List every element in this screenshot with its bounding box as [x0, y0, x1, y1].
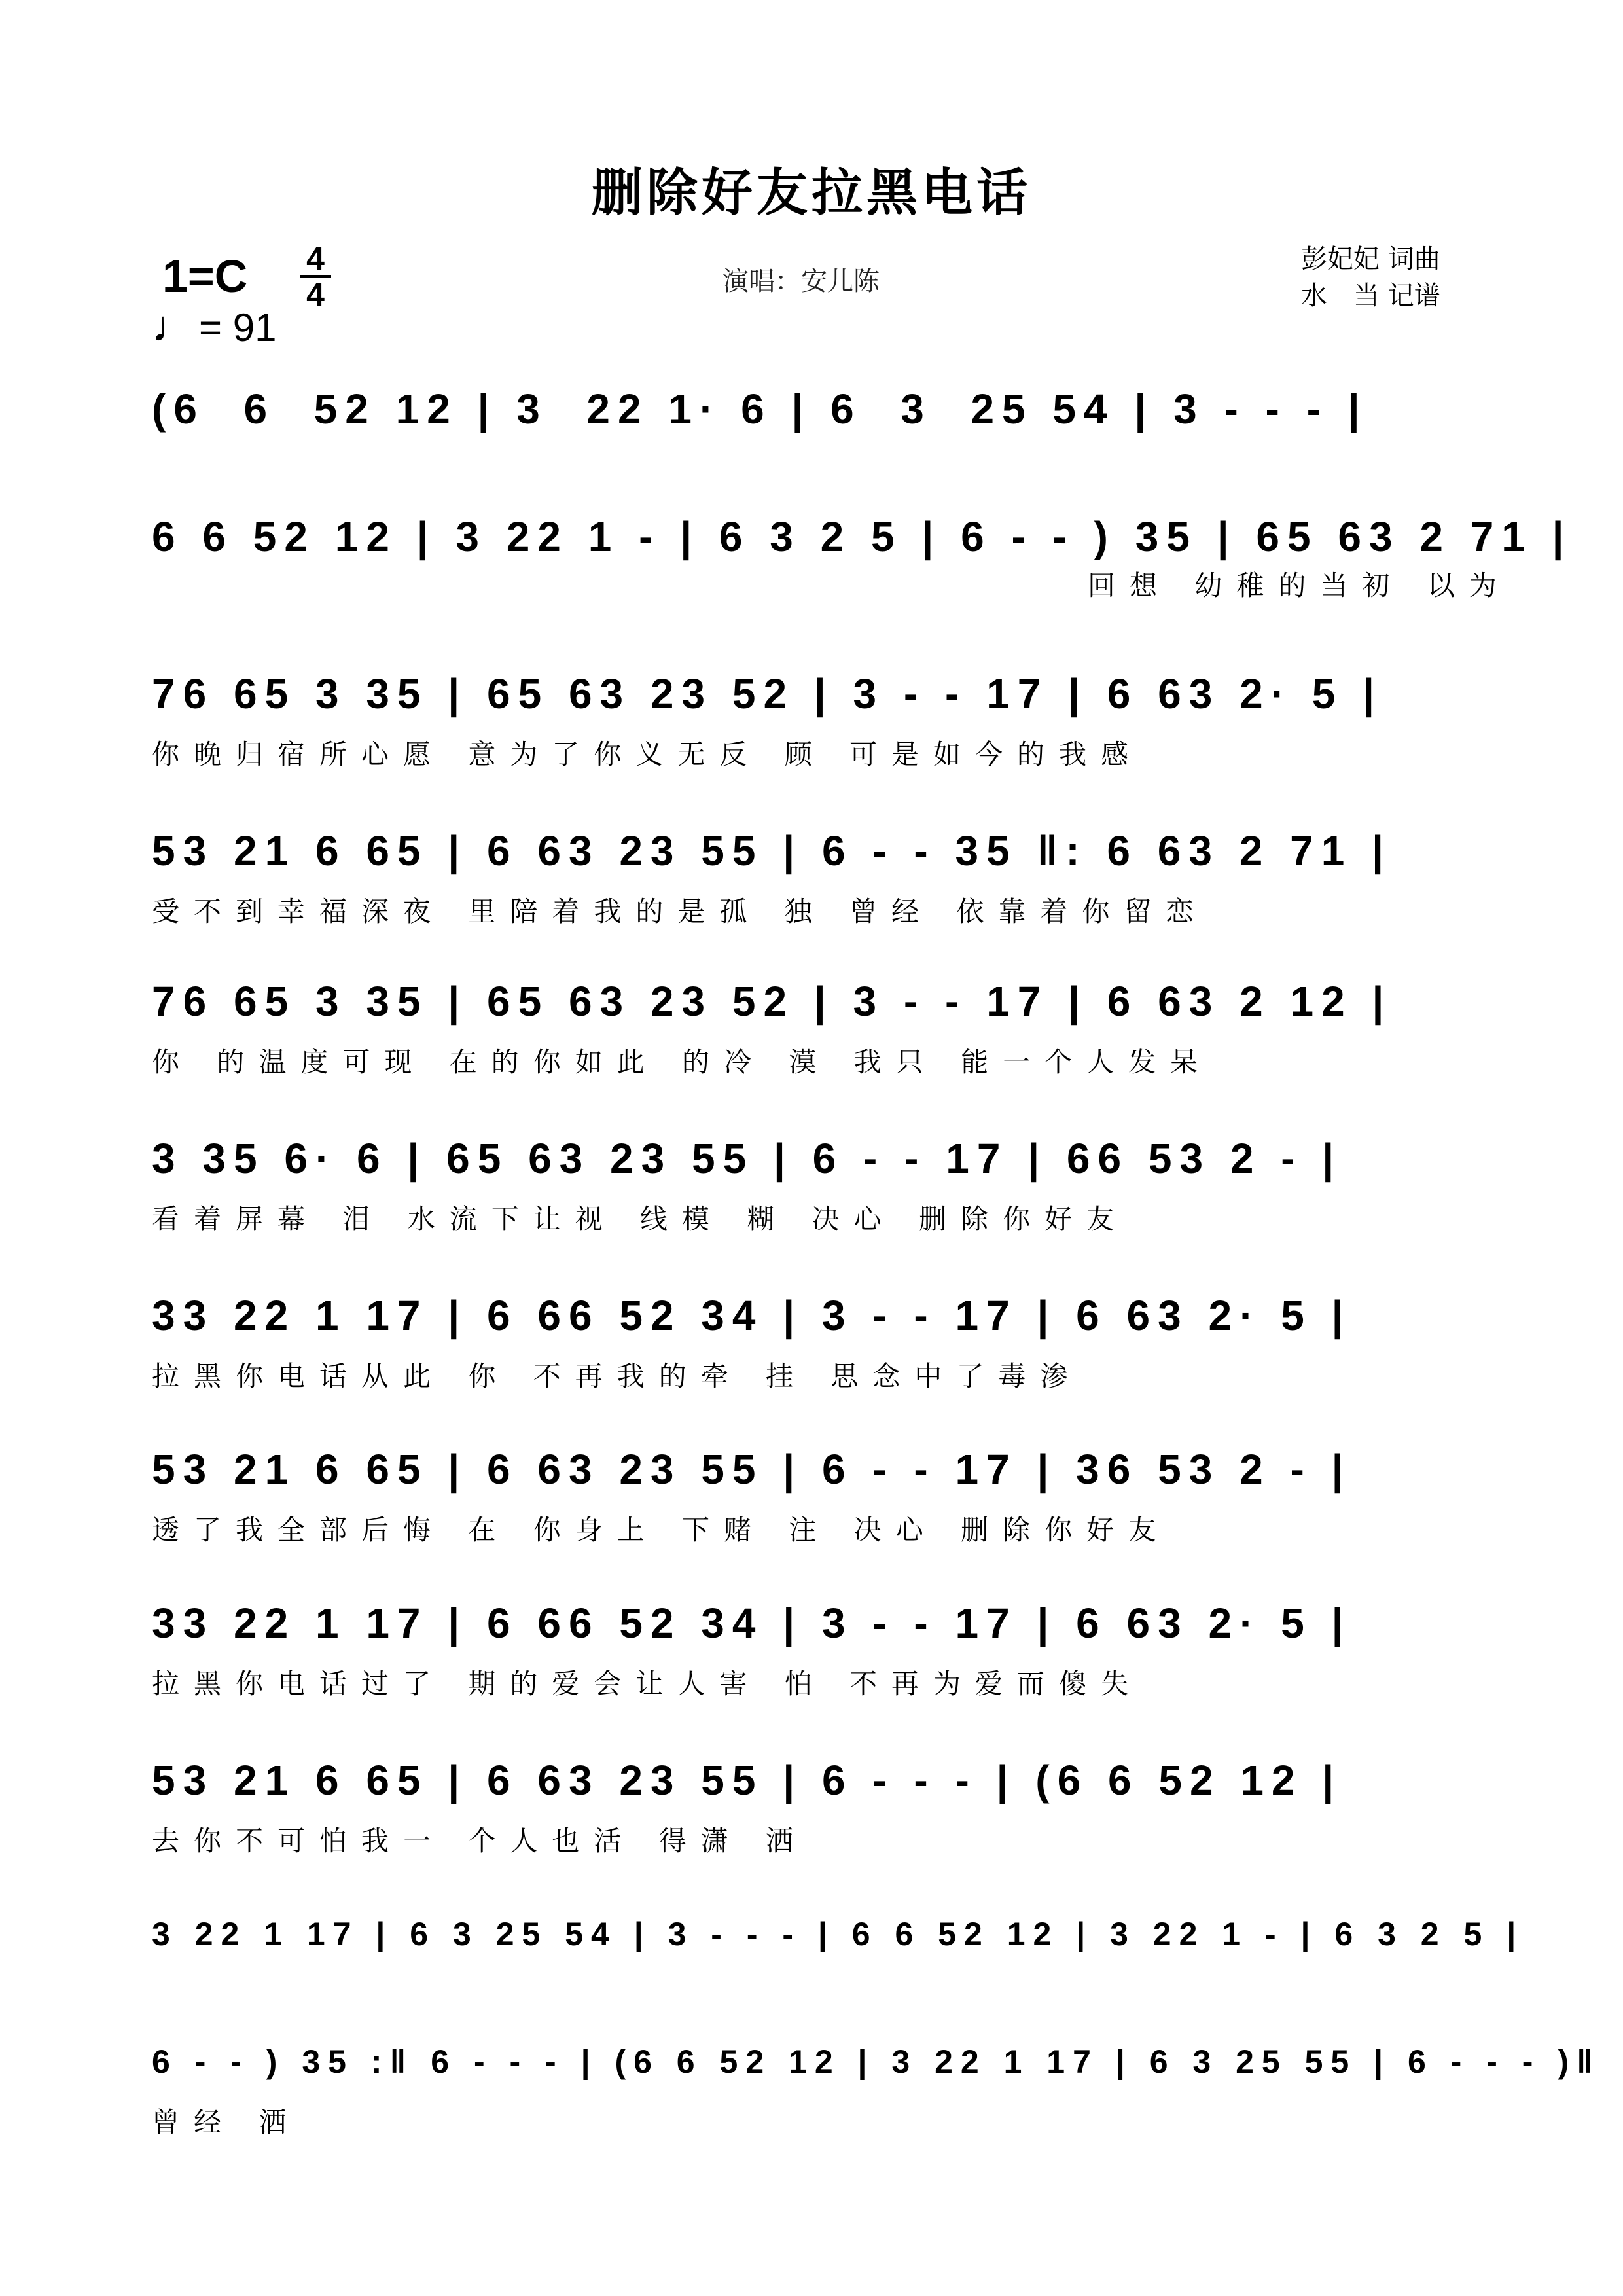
lyricist-composer: 彭妃妃 词曲 [1301, 244, 1440, 274]
credits [1301, 241, 1471, 314]
time-signature [296, 240, 335, 313]
time-signature-bottom: 4 [306, 276, 325, 313]
score-row [152, 1283, 1482, 1392]
notation-line: 53 21 6 65 | 6 63 23 55 | 6 - - - | (6 6 52 12 | [152, 1757, 1342, 1804]
notation-line: 3 22 1 17 | 6 3 25 54 | 3 - - - | 6 6 52 12 | 3 22 1 - | 6 3 2 5 | [152, 1916, 1524, 1952]
lyrics-line: 拉黑你电话过了 期的爱会让人害 怕 不再为爱而傻失 [152, 1668, 1143, 1700]
notation-line: 76 65 3 35 | 65 63 23 52 | 3 - - 17 | 6 63 2· 5 | [152, 670, 1383, 717]
transcriber: 水 当 记谱 [1301, 281, 1440, 311]
lyrics-line: 透了我全部后悔 在 你身上 下赌 注 决心 删除你好友 [152, 1514, 1171, 1546]
key-signature: 1=C [162, 251, 248, 302]
lyrics-line: 受不到幸福深夜 里陪着我的是孤 独 曾经 依靠着你留恋 [152, 895, 1208, 927]
time-signature-top: 4 [306, 240, 325, 277]
lyrics-line: 曾经 洒 [152, 2106, 301, 2138]
notation-line: 6 - - ) 35 :‖ 6 - - - | (6 6 52 12 | 3 22 1 17 | 6 3 25 55 | 6 - - - )‖ [152, 2043, 1601, 2080]
notation-line: (6 6 52 12 | 3 22 1· 6 | 6 3 25 54 | 3 - - - | [152, 386, 1368, 433]
score-row [152, 1901, 1524, 1980]
notation-line: 33 22 1 17 | 6 66 52 34 | 3 - - 17 | 6 63 2· 5 | [152, 1292, 1351, 1339]
score-row [152, 969, 1482, 1078]
singer-credit: 演唱：安儿陈 [722, 266, 880, 296]
notation-line: 33 22 1 17 | 6 66 52 34 | 3 - - 17 | 6 63 2· 5 | [152, 1600, 1351, 1647]
lyrics-line: 回想 幼稚的当初 以为 [1088, 569, 1511, 601]
quarter-note-icon: ♩ [152, 302, 195, 350]
song-title: 删除好友拉黑电话 [591, 163, 1031, 223]
score-row [152, 2029, 1601, 2138]
notation-line: 76 65 3 35 | 65 63 23 52 | 3 - - 17 | 6 63 2 12 | [152, 978, 1392, 1025]
notation-line: 3 35 6· 6 | 65 63 23 55 | 6 - - 17 | 66 53 2 - | [152, 1135, 1342, 1182]
score-row [152, 1126, 1482, 1235]
notation-line: 53 21 6 65 | 6 63 23 55 | 6 - - 35 ‖: 6 63 2 71 | [152, 827, 1391, 874]
score-row [152, 661, 1482, 770]
score-row [152, 376, 1482, 455]
notation-line: 6 6 52 12 | 3 22 1 - | 6 3 2 5 | 6 - - ) 35 | 65 63 2 71 | [152, 513, 1572, 560]
score-row [152, 504, 1572, 601]
score-row [152, 818, 1482, 927]
score-row [152, 1437, 1482, 1546]
lyrics-line: 你 的温度可现 在的你如此 的冷 漠 我只 能一个人发呆 [152, 1046, 1213, 1078]
lyrics-line: 拉黑你电话从此 你 不再我的牵 挂 思念中了毒渗 [152, 1360, 1082, 1392]
lyrics-line: 你晚归宿所心愿 意为了你义无反 顾 可是如今的我感 [152, 738, 1143, 770]
lyrics-line: 看着屏幕 泪 水流下让视 线模 糊 决心 删除你好友 [152, 1203, 1129, 1235]
score-row [152, 1748, 1482, 1857]
tempo-value: = 91 [199, 306, 277, 350]
tempo-marking [152, 301, 276, 351]
notation-line: 53 21 6 65 | 6 63 23 55 | 6 - - 17 | 36 53 2 - | [152, 1446, 1351, 1493]
lyrics-line: 去你不可怕我一 个人也活 得潇 洒 [152, 1825, 808, 1857]
score-row [152, 1590, 1482, 1700]
